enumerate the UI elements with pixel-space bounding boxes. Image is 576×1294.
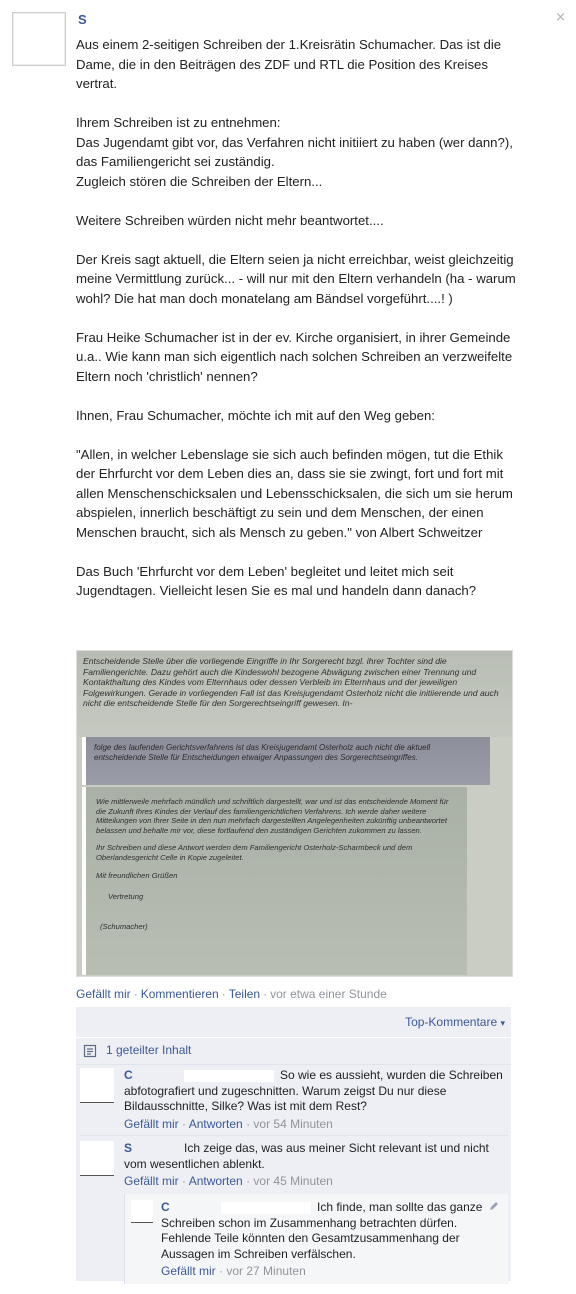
post-paragraph: Frau Heike Schumacher ist in der ev. Kirche organisiert, in ihrer Gemeinde u.a.. Wie kann man sich eigentlich nach solchen Schreiben an verzweifelte Eltern noch 'christlich' nennen? [76,329,513,384]
post-paragraph: Weitere Schreiben würden nicht mehr beantwortet.... [76,212,384,228]
comment-author[interactable]: S [124,1141,133,1155]
post-paragraph: Aus einem 2-seitigen Schreiben der 1.Kreisrätin Schumacher. Das ist die Dame, die in den Beiträgen des ZDF und RTL die Position des Kreises vertrat. [76,37,502,91]
close-icon[interactable]: × [555,10,566,25]
post-timestamp[interactable]: vor etwa einer Stunde [270,987,387,1001]
chevron-down-icon: ▾ [500,1018,505,1028]
letter-signature-note: Vertretung [108,892,144,902]
separator: · [133,987,138,1001]
comment-avatar[interactable] [80,1141,114,1176]
post-photo[interactable] [76,650,513,977]
post-actions [76,987,387,1001]
comment-meta [124,1117,504,1133]
comment-text: Ich zeige das, was aus meiner Sicht relevant ist und nicht vom wesentlichen ablenkt. [124,1141,489,1171]
separator: · [219,1264,224,1278]
top-comments-dropdown[interactable] [405,1015,505,1029]
photo-letter-excerpt-3 [82,787,467,975]
comment-meta [161,1264,491,1280]
comment-avatar[interactable] [80,1068,114,1103]
comment-timestamp[interactable]: vor 27 Minuten [226,1264,306,1278]
separator: · [246,1174,251,1188]
post-paragraph: "Allen, in welcher Lebenslage sie sich auch befinden mögen, tut die Ethik der Ehrfurcht vor dem Leben dies an, dass sie sie zwingt, fort und fort mit allen Menschenschicksalen und Lebensschicksalen, die sich um sie herum abspielen, innerlich beschäftigt zu sein und dem Menschen, der einen Menschen braucht, sich als Mensch zu geben." von Albert Schweitzer [76,446,513,540]
separator: · [263,987,268,1001]
comment-like-link[interactable]: Gefällt mir [124,1116,179,1131]
redacted-name-block [221,1202,311,1214]
comment-author[interactable]: C [161,1200,170,1214]
comment-like-link[interactable]: Gefällt mir [124,1174,179,1188]
comment-like-link[interactable]: Gefällt mir [161,1264,216,1278]
post-author-name[interactable]: S [78,12,87,27]
separator: · [221,987,226,1001]
letter-paragraph: Wie mittlerweile mehrfach mündlich und schriftlich dargestellt, war und ist das entscheidende Moment für die Zukunft Ihres Kindes der Verlauf des familiengerichtlichen Verfahrens. Ich werde daher weitere Mitteilungen von Ihrer Seite in den nun mehrfach dargestellten Angelegenheiten zukünftig unbeantwortet belassen und behalte mir vor, diese fortlaufend den zuständigen Gerichten zukommen zu lassen. [96,797,449,835]
post-text [76,35,524,620]
comment-link[interactable]: Kommentieren [140,987,219,1001]
post-paragraph: Das Buch 'Ehrfurcht vor dem Leben' begleitet und leitet mich seit Jugendtagen. Vielleicht lesen Sie es mal und handeln dann danach? [76,563,477,598]
letter-paragraph: Ihr Schreiben und diese Antwort werden dem Familiengericht Osterholz-Scharmbeck und dem Oberlandesgericht Celle in Kopie zugeleitet. [96,843,413,862]
comment-item [131,1200,501,1280]
shared-content-icon [83,1044,97,1058]
post-paragraph: Ihnen, Frau Schumacher, möchte ich mit auf den Weg geben: [76,407,435,423]
like-link[interactable]: Gefällt mir [76,987,131,1001]
letter-closing: Mit freundlichen Grüßen [96,870,178,880]
comment-author[interactable]: C [124,1068,133,1082]
comment-text: So wie es aussieht, wurden die Schreiben abfotografiert und zugeschnitten. Warum zeigst Du nur diese Bildausschnitte, Silke? Was ist mit dem Rest? [124,1068,503,1113]
separator: · [246,1116,251,1131]
post-paragraph: Ihrem Schreiben ist zu entnehmen: Das Jugendamt gibt vor, das Verfahren nicht initiiert zu haben (wer dann?), das Familiengericht sei zuständig. Zugleich stören die Schreiben der Eltern... [76,115,513,189]
letter-signature-name: (Schumacher) [100,922,148,932]
comment-item [80,1068,507,1132]
shared-content-row[interactable] [76,1037,511,1065]
share-link[interactable]: Teilen [228,987,261,1001]
comment-meta [124,1174,504,1190]
comment-timestamp[interactable]: vor 54 Minuten [253,1116,333,1131]
shared-content-label: 1 geteilter Inhalt [106,1043,192,1057]
comment-timestamp[interactable]: vor 45 Minuten [253,1174,333,1188]
post-paragraph: Der Kreis sagt aktuell, die Eltern seien ja nicht erreichbar, weist gleichzeitig meine Vermittlung zurück... - will nur mit den Eltern verhandeln (ha - warum wohl? Die hat man doch monatelang am Bändsel vorgeführt....! ) [76,251,516,306]
separator: · [182,1116,187,1131]
author-avatar[interactable] [12,12,66,66]
comment-avatar[interactable] [131,1200,153,1223]
photo-letter-excerpt-1: Entscheidende Stelle über die vorliegende Eingriffe in Ihr Sorgerecht bzgl. ihrer Tochter sind die Familiengerichte. Dazu gehört auch die Kindeswohl bezogene Abwägung zwischen einer Trennung und Kontakthaltung des Kindes vom Elternhaus oder dessen Verbleib im Elternhaus und der jeweiligen Folgewirkungen. Gerade in vorliegenden Fall ist das Kreisjugendamt Osterholz nicht die initiierende und auch nicht die entscheidende Stelle für den Sorgerechtseingriff gewesen. In- [77,651,512,737]
comment-reply-link[interactable]: Antworten [188,1174,243,1188]
comments-section [76,1007,511,1281]
comment-text: Ich finde, man sollte das ganze Schreiben schon im Zusammenhang betrachten dürfen. Fehlende Teile könnten den Gesamtzusammenhang der Aussagen im Schreiben verfälschen. [161,1200,483,1261]
comment-divider [80,1135,507,1136]
separator: · [182,1174,187,1188]
reply-thread [124,1194,508,1284]
redacted-name-block [184,1070,274,1082]
comment-reply-link[interactable]: Antworten [188,1116,243,1131]
comment-item [80,1141,507,1191]
photo-letter-excerpt-2: folge des laufenden Gerichtsverfahrens ist das Kreisjugendamt Osterholz auch nicht die aktuell entscheidende Stelle für Entscheidungen etwaiger Anpassungen des Sorgerechtseingriffes. [82,737,490,785]
top-comments-label: Top-Kommentare [405,1015,498,1029]
